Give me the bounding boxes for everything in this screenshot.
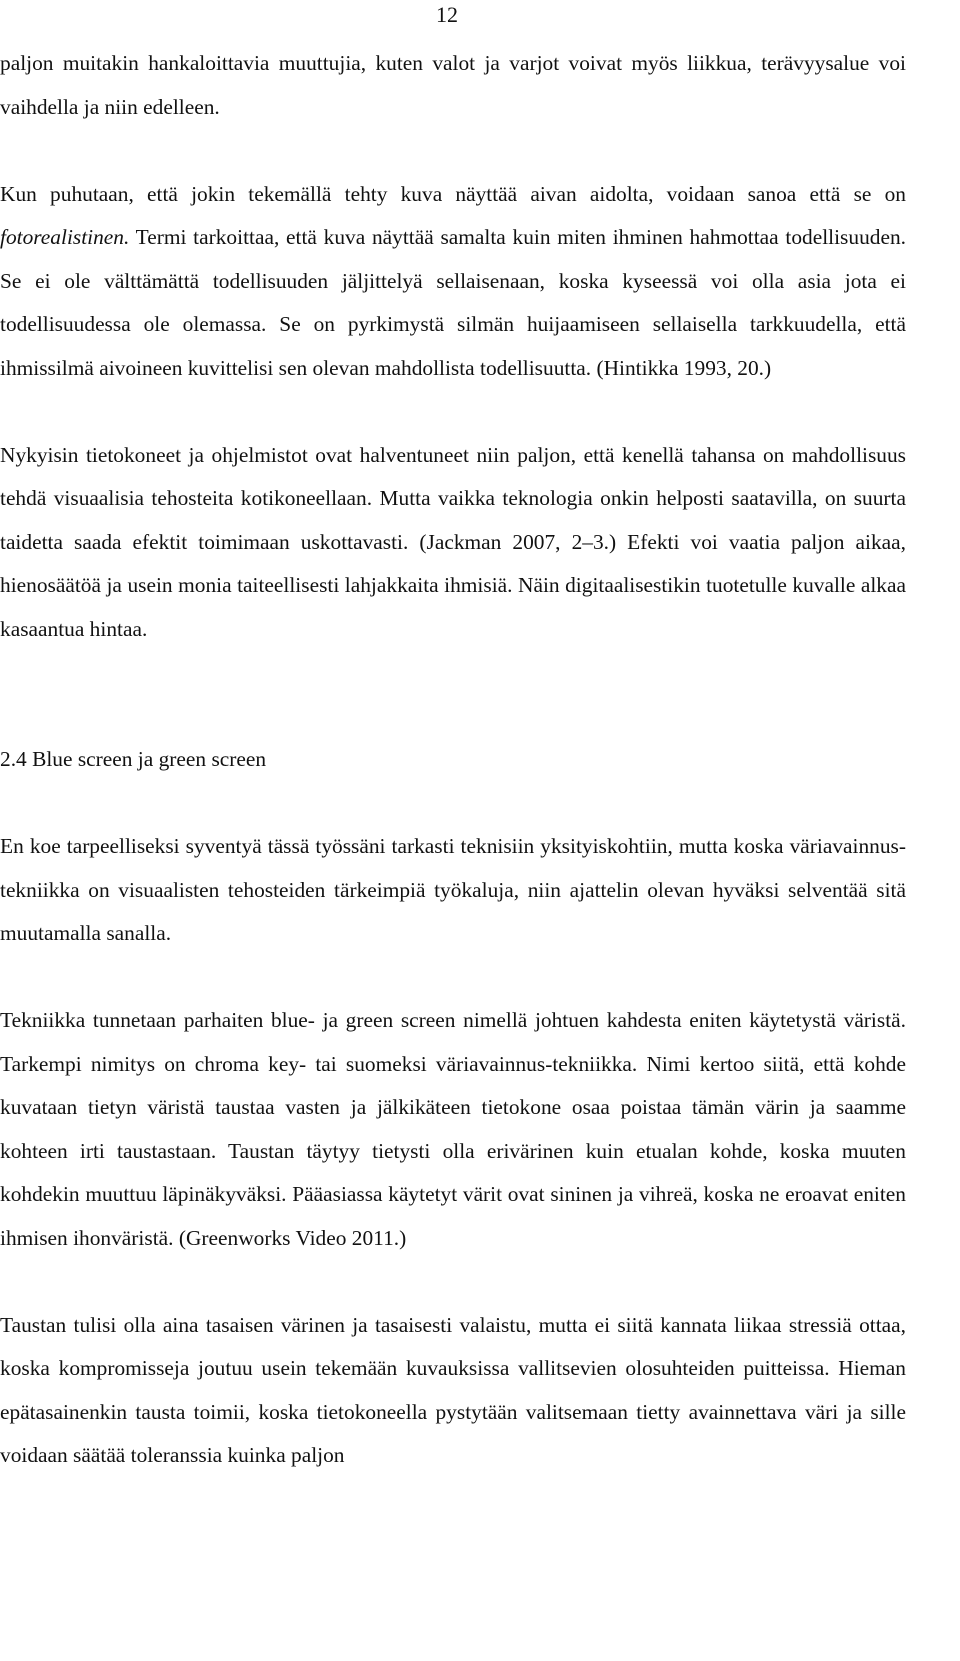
paragraph-continuation: paljon muitakin hankaloittavia muuttujia, kuten valot ja varjot voivat myös liikkua, terävyysalue voi vaihdella ja niin edelleen. [0, 51, 906, 119]
paragraph-technology: Nykyisin tietokoneet ja ohjelmistot ovat halventuneet niin paljon, että kenellä tahansa on mahdollisuus tehdä visuaalisia tehosteita kotikoneellaan. Mutta vaikka teknologia onkin helposti saatavilla, on suurta taidetta saada efektit toimimaan uskottavasti. (Jackman 2007, 2–3.) Efekti voi vaatia paljon aikaa, hienosäätöä ja usein monia taiteellisesti lahjakkaita ihmisiä. Näin digitaalisestikin tuotetulle kuvalle alkaa kasaantua hintaa. [0, 442, 906, 641]
page-content [0, 42, 906, 1478]
section-heading: 2.4 Blue screen ja green screen [0, 747, 267, 771]
paragraph-intro: En koe tarpeelliseksi syventyä tässä työssäni tarkasti teknisiin yksityiskohtiin, mutta koska väriavainnus-tekniikka on visuaalisten tehosteiden tärkeimpiä työkaluja, niin ajattelin olevan hyväksi selventää sitä muutamalla sanalla. [0, 834, 906, 945]
italic-term: fotorealistinen. [0, 225, 130, 249]
paragraph-background: Taustan tulisi olla aina tasaisen värinen ja tasaisesti valaistu, mutta ei siitä kannata liikaa stressiä ottaa, koska kompromisseja joutuu usein tekemään kuvauksissa vallitsevien olosuhteiden puitteissa. Hieman epätasainenkin tausta toimii, koska tietokoneella pystytään valitsemaan tietty avainnettava väri ja sille voidaan säätää toleranssia kuinka paljon [0, 1312, 906, 1467]
paragraph-text-start: Kun puhutaan, että jokin tekemällä tehty kuva näyttää aivan aidolta, voidaan sanoa että se on [0, 181, 906, 206]
page-number: 12 [436, 2, 458, 27]
paragraph-chroma-key: Tekniikka tunnetaan parhaiten blue- ja green screen nimellä johtuen kahdesta eniten käytetystä väristä. Tarkempi nimitys on chroma key- tai suomeksi väriavainnus-tekniikka. Nimi kertoo siitä, että kohde kuvataan tietyn väristä taustaa vasten ja jälkikäteen tietokone osaa poistaa tämän värin ja saamme kohteen irti taustastaan. Taustan täytyy tietysti olla erivärinen kuin etualan kohde, koska muuten kohdekin muuttuu läpinäkyväksi. Pääasiassa käytetyt värit ovat sininen ja vihreä, koska ne eroavat eniten ihmisen ihonväristä. (Greenworks Video 2011.) [0, 1008, 906, 1250]
paragraph-fotorealism [0, 173, 906, 391]
paragraph-text-end: Termi tarkoittaa, että kuva näyttää samalta kuin miten ihminen hahmottaa todellisuuden. Se ei ole välttämättä todellisuuden jäljittelyä sellaisenaan, koska kyseessä voi olla asia jota ei todellisuudessa ole olemassa. Se on pyrkimystä silmän huijaamiseen sellaisella tarkkuudella, että ihmissilmä aivoineen kuvittelisi sen olevan mahdollista todellisuutta. (Hintikka 1993, 20.) [0, 225, 906, 380]
